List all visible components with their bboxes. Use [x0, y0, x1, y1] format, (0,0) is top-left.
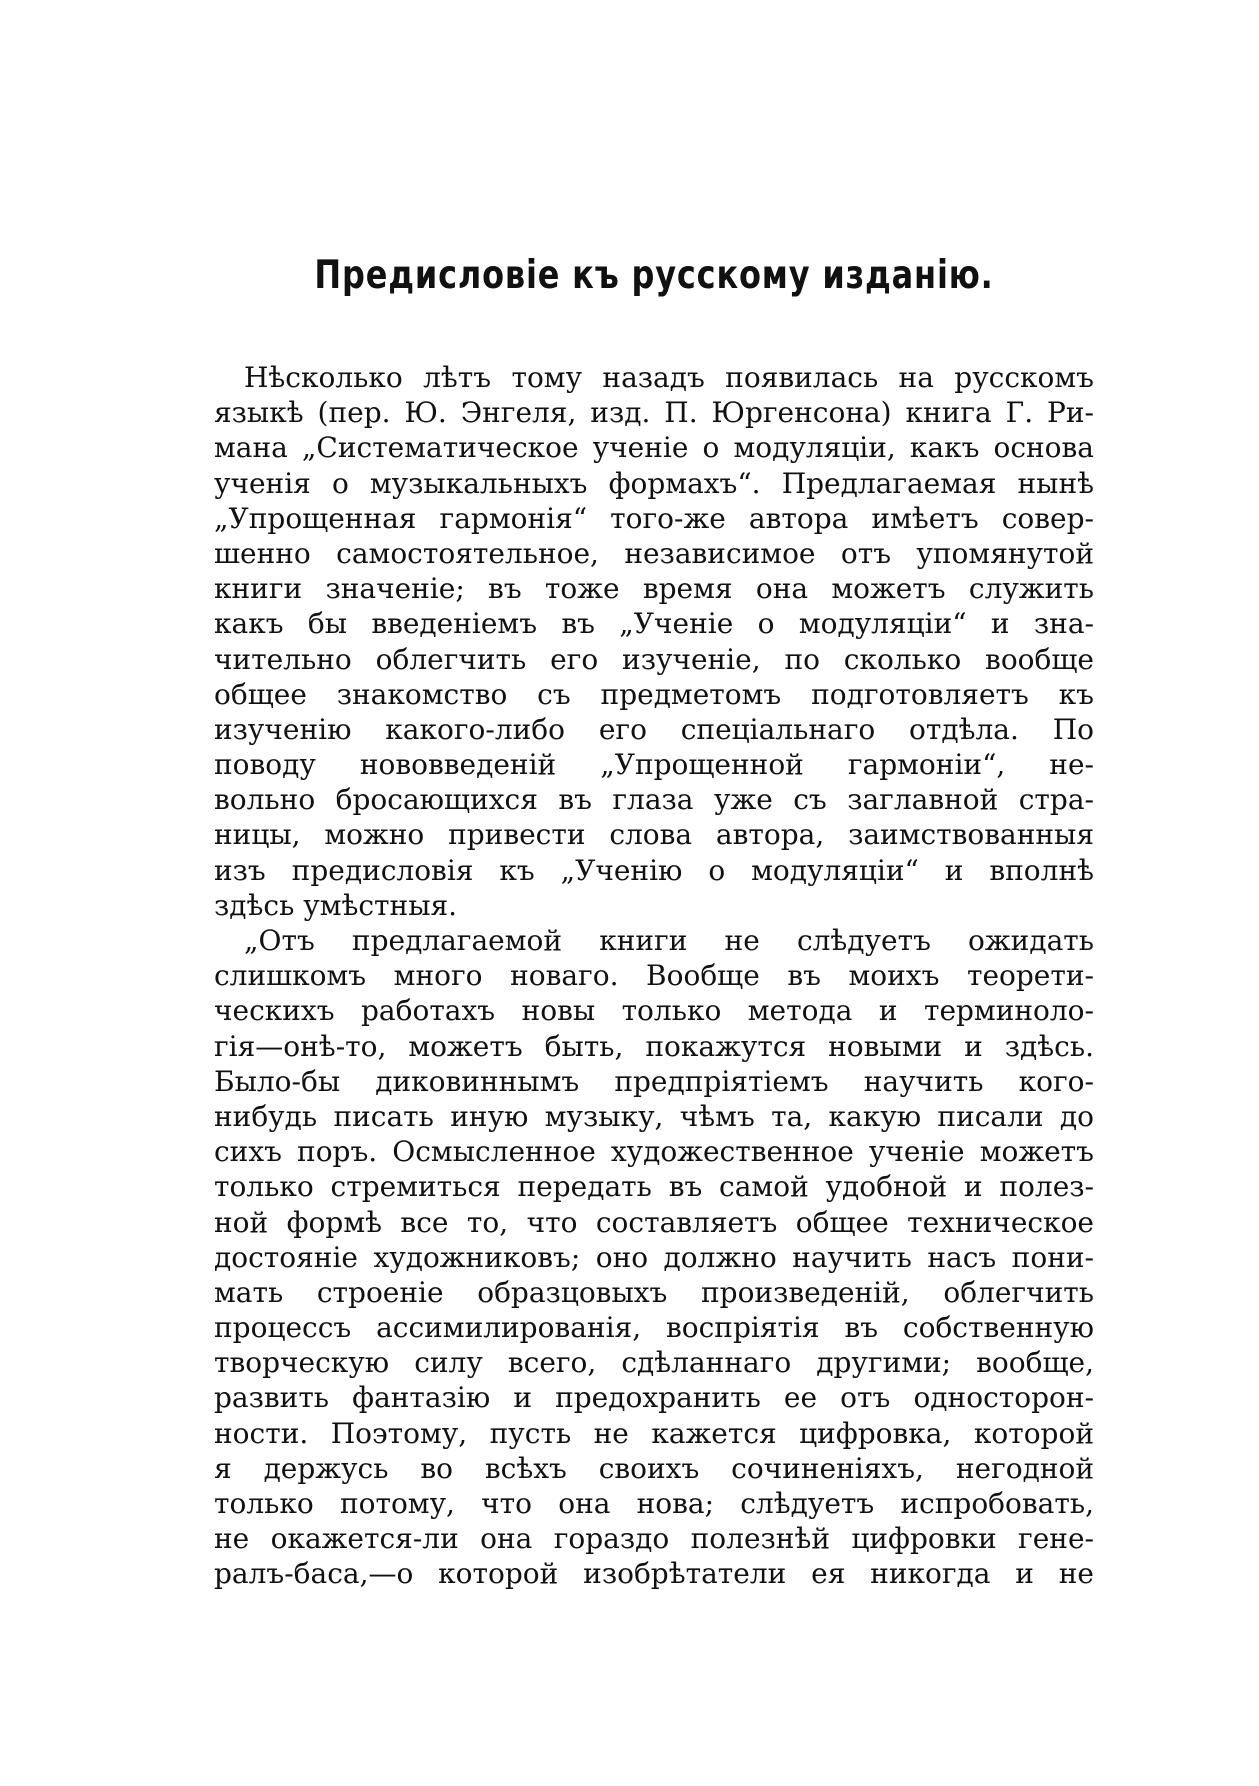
text-line: ности. Поэтому, пусть не кажется цифровка, которой	[214, 1416, 1094, 1450]
text-line: только потому, что она нова; слѣдуетъ испробовать,	[214, 1487, 1094, 1520]
text-line: Было-бы диковиннымъ предпріятіемъ научить кого-	[214, 1064, 1094, 1098]
text-line: ческихъ работахъ новы только метода и терминоло-	[214, 994, 1094, 1028]
text-line: книги значеніе; въ тоже время она можетъ служить	[214, 572, 1094, 606]
text-line: „Упрощенная гармонія“ того-же автора имѣетъ совер-	[214, 501, 1094, 535]
text-line: какъ бы введеніемъ въ „Ученіе о модуляціи“ и зна-	[214, 607, 1094, 641]
text-line: развить фантазію и предохранить ее отъ односторон-	[214, 1381, 1094, 1415]
text-line: ученія о музыкальныхъ формахъ“. Предлагаемая нынѣ	[214, 466, 1094, 500]
text-line: общее знакомство съ предметомъ подготовляетъ къ	[214, 677, 1094, 711]
paragraph	[214, 360, 1094, 923]
paragraph	[214, 923, 1094, 1592]
text-line: мать строеніе образцовыхъ произведеній, облегчить	[214, 1275, 1094, 1309]
body-text	[214, 360, 1094, 1592]
text-line: сихъ поръ. Осмысленное художественное ученіе можетъ	[214, 1135, 1094, 1169]
text-line: мана „Систематическое ученіе о модуляціи, какъ основа	[214, 431, 1094, 465]
text-line: языкѣ (пер. Ю. Энгеля, изд. П. Юргенсона) книга Г. Ри-	[214, 396, 1094, 430]
text-line: не окажется-ли она гораздо полезнѣй цифровки гене-	[214, 1522, 1094, 1556]
text-line: ной формѣ все то, что составляетъ общее техническое	[214, 1205, 1094, 1239]
page-title: Предисловіе къ русскому изданію.	[314, 253, 994, 298]
text-line: творческую силу всего, сдѣланнаго другими; вообще,	[214, 1346, 1094, 1380]
text-line: достояніе художниковъ; оно должно научить насъ пони-	[214, 1240, 1094, 1274]
text-line: здѣсь умѣстныя.	[214, 888, 458, 922]
text-line: слишкомъ много новаго. Вообще въ моихъ теорети-	[214, 959, 1094, 993]
text-line: вольно бросающихся въ глаза уже съ заглавной стра-	[214, 783, 1094, 817]
text-line: я держусь во всѣхъ своихъ сочиненіяхъ, негодной	[214, 1451, 1094, 1485]
text-line: изъ предисловія къ „Ученію о модуляціи“ и вполнѣ	[214, 853, 1094, 887]
text-line: чительно облегчить его изученіе, по сколько вообще	[214, 642, 1094, 676]
text-line: ницы, можно привести слова автора, заимствованныя	[214, 818, 1094, 852]
text-line: только стремиться передать въ самой удобной и полез-	[214, 1170, 1094, 1204]
text-line: шенно самостоятельное, независимое отъ упомянутой	[214, 536, 1094, 570]
text-line: процессъ ассимилированія, воспріятія въ собственную	[214, 1311, 1094, 1345]
text-line: гія—онѣ-то, можетъ быть, покажутся новыми и здѣсь.	[214, 1029, 1094, 1063]
text-line: изученію какого-либо его спеціальнаго отдѣла. По	[214, 712, 1094, 746]
text-line: ралъ-баса,—о которой изобрѣтатели ея никогда и не	[214, 1557, 1094, 1591]
text-line: поводу нововведеній „Упрощенной гармоніи“, не-	[214, 748, 1094, 782]
text-line: „Отъ предлагаемой книги не слѣдуетъ ожидать	[244, 924, 1094, 957]
text-line: нибудь писать иную музыку, чѣмъ та, какую писали до	[214, 1099, 1094, 1133]
text-line: Нѣсколько лѣтъ тому назадъ появилась на русскомъ	[244, 361, 1094, 394]
